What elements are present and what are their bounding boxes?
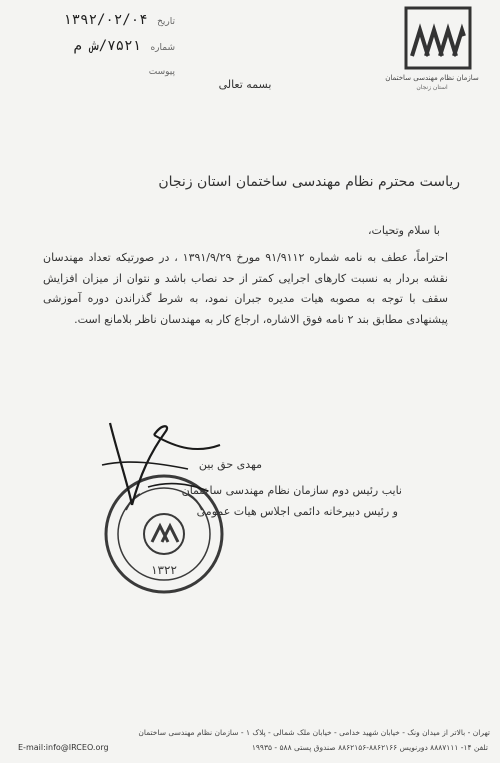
- date-field: [40, 12, 175, 28]
- footer-email[interactable]: E-mail:info@IRCEO.org: [18, 743, 109, 752]
- footer-contact: [18, 743, 488, 752]
- stamp-number: ۱۳۲۲: [151, 563, 177, 577]
- footer-phones: تلفن ۱۴- ۸۸۸۷۱۱۱ دورنویس ۸۸۶۲۱۶۶-۸۸۶۲۱۵۶ صندوق پستی ۵۸۸ - ۱۹۹۳۵: [251, 743, 488, 752]
- letter-body: احتراماً، عطف به نامه شماره ۹۱/۹۱۱۲ مورخ ۱۳۹۱/۹/۲۹ ، در صورتیکه تعداد مهندسان نقشه بردار به نسبت کارهای اجرایی کمتر از حد نصاب باشد و نتوان از میزان افزایش سقف با توجه به مصوبه هیات مدیره جبران نمود، به شرط گذراندن دوره آموزشی پیشنهادی مطابق بند ۲ نامه فوق الاشاره، ارجاع کار به مهندسان ناظر بلامانع است.: [43, 251, 449, 326]
- attachment-label: پیوست: [148, 67, 175, 77]
- invocation: بسمه تعالی: [218, 78, 272, 91]
- number-label: شماره: [150, 43, 175, 53]
- date-value: ۱۳۹۲/۰۲/۰۴: [63, 12, 148, 28]
- signatory-title-1: نایب رئیس دوم سازمان نظام مهندسی ساختمان: [181, 484, 402, 497]
- recipient-line: ریاست محترم نظام مهندسی ساختمان استان زنجان: [158, 174, 460, 190]
- building-logo-icon: [402, 6, 474, 70]
- logo-org-name: سازمان نظام مهندسی ساختمان: [385, 74, 479, 82]
- number-field: [40, 38, 175, 54]
- date-label: تاریخ: [157, 17, 175, 27]
- footer-address: تهران - بالاتر از میدان ونک - خیابان شهید خدامی - خیابان ملک شمالی - پلاک ۱ - سازمان نظام مهندسی ساختمان: [138, 728, 490, 737]
- number-value: ۷۵۲۱/ش م: [73, 38, 141, 54]
- handwritten-signature: [88, 395, 238, 515]
- signatory-title-2: و رئیس دبیرخانه دائمی اجلاس هیات عمومی: [196, 505, 398, 518]
- signatory-name: مهدی حق بین: [198, 458, 262, 471]
- attachment-field: [40, 64, 175, 77]
- salutation: با سلام وتحیات،: [367, 224, 440, 237]
- logo-org-province: استان زنجان: [416, 84, 448, 91]
